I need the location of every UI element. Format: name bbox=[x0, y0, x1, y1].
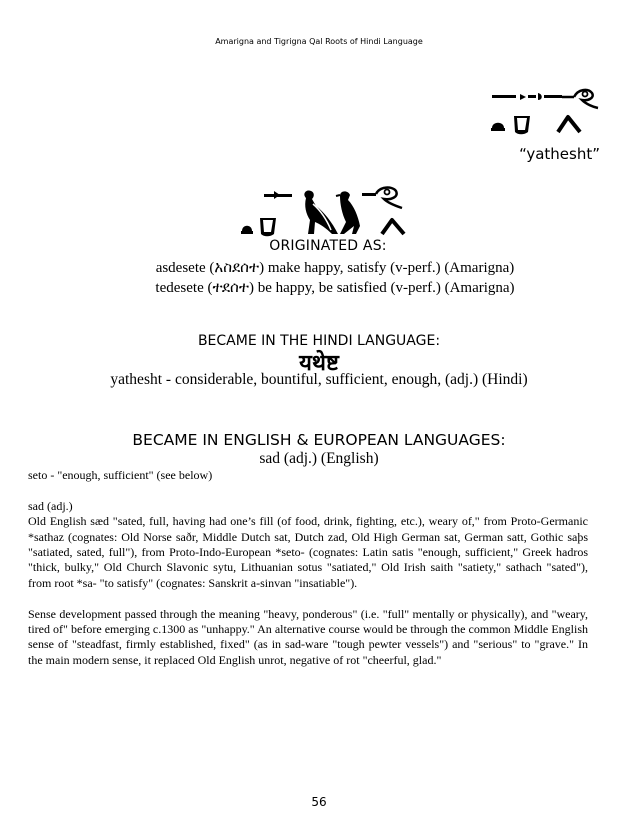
hindi-definition: yathesht - considerable, bountiful, sufficient, enough, (adj.) (Hindi) bbox=[110, 371, 528, 388]
cobra-glyph bbox=[558, 117, 580, 132]
seto-line: seto - "enough, sufficient" (see below) bbox=[28, 468, 213, 482]
etymology-paragraph-1: Old English sæd "sated, full, having had one’s fill (of food, drink, fighting, etc.), weary of," from Proto-Germanic *sathaz (cognates: Old Norse saðr, Middle Dutch sat, Dutch zad, Old High German sat, German satt, Gothic saþs "satiated, sated, full"), from Proto-Indo-European *seto- (cognates: Latin satis "enough, sufficient," Greek hadros "thick, bulky," Old Church Slavonic sytu, Lithuanian sotus "satiated," Old Irish saith "satiety," sathach "sated"), from root *sa- "to satisfy" (cognates: Sanskrit a-sinvan "insatiable"). bbox=[28, 514, 588, 590]
hieroglyph-group-top bbox=[488, 86, 600, 138]
reed-leaf-glyph bbox=[492, 94, 526, 100]
reed-leaf-glyph bbox=[264, 191, 292, 199]
etymology-body bbox=[28, 468, 588, 684]
ibis-glyph bbox=[336, 191, 360, 234]
cobra-glyph bbox=[382, 220, 404, 234]
running-header: Amarigna and Tigrigna Qal Roots of Hindi Language bbox=[215, 37, 423, 46]
originated-heading: ORIGINATED AS: bbox=[269, 238, 387, 254]
pot-glyph bbox=[260, 218, 276, 236]
english-heading: BECAME IN ENGLISH & EUROPEAN LANGUAGES: bbox=[132, 431, 506, 449]
transliteration-label: “yathesht” bbox=[519, 145, 600, 163]
etymology-paragraph-2: Sense development passed through the meaning "heavy, ponderous" (i.e. "full" mentally or physically), and "weary, tired of" before emerging c.1300 as "unhappy." An alternative course would be through the common Middle English sense of "steadfast, firmly established, fixed" (as in sad-ware "tough pewter vessels") and "serious" to "grave." In the main modern sense, it replaced Old English unrot, negative of rot "cheerful, glad." bbox=[28, 606, 588, 667]
hindi-heading: BECAME IN THE HINDI LANGUAGE: bbox=[197, 333, 441, 349]
page-number: 56 bbox=[311, 795, 327, 809]
hieroglyph-group-middle bbox=[236, 186, 412, 238]
pot-glyph bbox=[514, 116, 530, 134]
lasso-glyph bbox=[362, 188, 402, 208]
hindi-word: यथेष्ट bbox=[299, 350, 339, 375]
sad-entry-title: sad (adj.) bbox=[28, 498, 73, 513]
mouth-glyph bbox=[241, 226, 253, 234]
reed-leaf-glyph bbox=[528, 93, 562, 100]
amarigna-entry-2: tedesete (ተደሰተ) be happy, be satisfied (v-perf.) (Amarigna) bbox=[155, 280, 515, 296]
lasso-glyph bbox=[562, 90, 598, 108]
amarigna-entry-1: asdesete (አስደሰተ) make happy, satisfy (v-perf.) (Amarigna) bbox=[155, 260, 515, 276]
vulture-glyph bbox=[304, 191, 338, 234]
mouth-glyph bbox=[491, 123, 505, 131]
english-subheading: sad (adj.) (English) bbox=[259, 450, 379, 467]
